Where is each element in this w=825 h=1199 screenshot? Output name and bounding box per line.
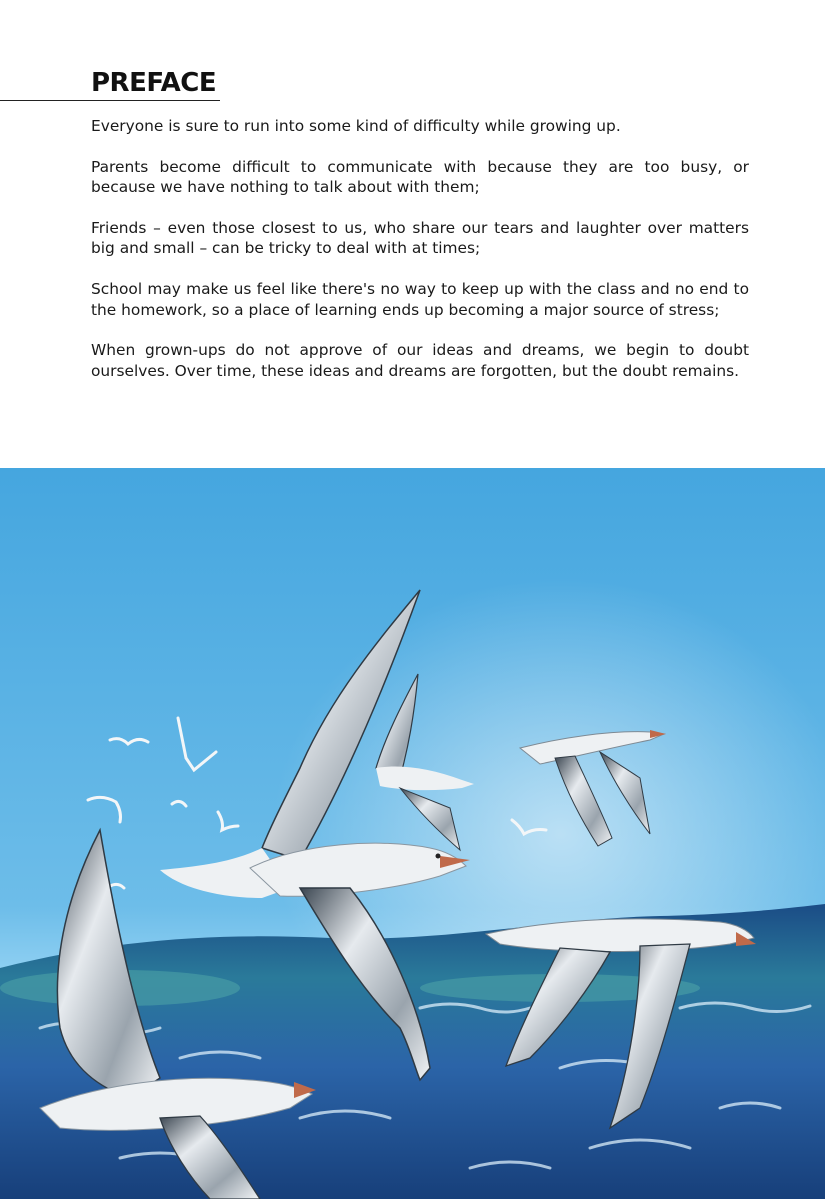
preface-heading-block bbox=[0, 68, 222, 102]
preface-body bbox=[91, 116, 749, 402]
paragraph-2: Parents become difficult to communicate with because they are too busy, or because we have nothing to talk about with them; bbox=[91, 157, 749, 197]
paragraph-1: Everyone is sure to run into some kind of difficulty while growing up. bbox=[91, 117, 621, 135]
paragraph-5: When grown-ups do not approve of our ideas and dreams, we begin to doubt ourselves. Over time, these ideas and dreams are forgotten, but the doubt remains. bbox=[91, 341, 749, 380]
paragraph-4: School may make us feel like there's no way to keep up with the class and no end to the homework, so a place of learning ends up becoming a major source of stress; bbox=[91, 280, 749, 319]
heading-underline bbox=[0, 100, 220, 101]
page-title: PREFACE bbox=[91, 68, 217, 98]
paragraph-3: Friends – even those closest to us, who share our tears and laughter over matters big and small – can be tricky to deal with at times; bbox=[91, 219, 749, 258]
seagulls-illustration bbox=[0, 468, 825, 1199]
